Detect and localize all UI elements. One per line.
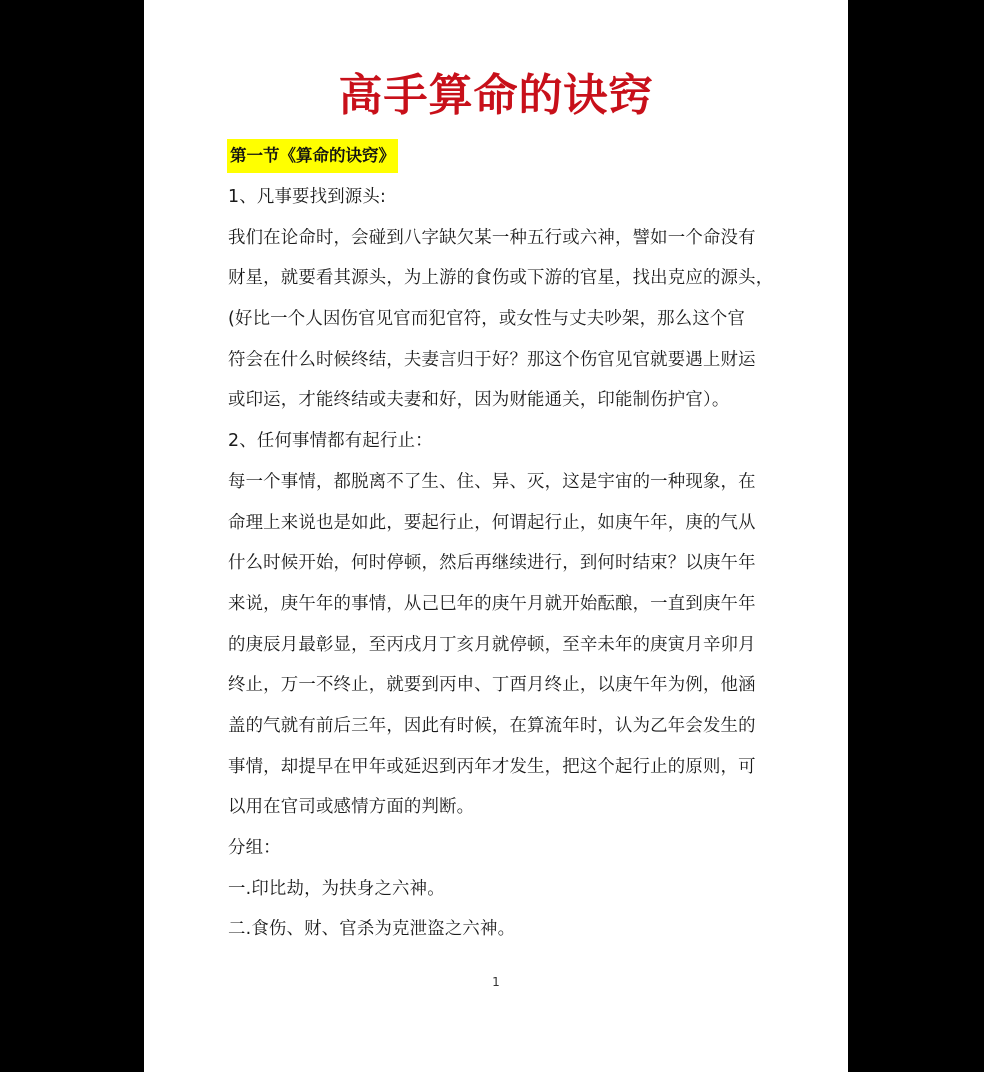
text-line: 二.食伤、财、官杀为克泄盗之六神。 xyxy=(228,919,516,940)
text-line: 我们在论命时，会碰到八字缺欠某一种五行或六神，譬如一个命没有 xyxy=(228,227,756,248)
text-line: 符会在什么时候终结，夫妻言归于好？那这个伤官见官就要遇上财运 xyxy=(228,349,756,370)
text-line: 或印运，才能终结或夫妻和好，因为财能通关，印能制伤护官）。 xyxy=(228,390,730,411)
text-line: 2、任何事情都有起行止： xyxy=(228,431,433,452)
text-line: 每一个事情，都脱离不了生、住、异、灭，这是宇宙的一种现象，在 xyxy=(228,471,756,492)
text-line: 盖的气就有前后三年，因此有时候，在算流年时，认为乙年会发生的 xyxy=(228,715,756,736)
text-line: 以用在官司或感情方面的判断。 xyxy=(228,797,475,818)
section-heading: 第一节《算命的诀窍》 xyxy=(227,139,398,173)
text-line: 什么时候开始，何时停顿，然后再继续进行，到何时结束？以庚午年 xyxy=(228,553,756,574)
text-line: 分组： xyxy=(228,838,281,858)
text-line: 一.印比劫，为扶身之六神。 xyxy=(228,878,445,899)
text-line: 命理上来说也是如此，要起行止，何谓起行止，如庚午年，庚的气从 xyxy=(228,512,756,533)
text-line: 事情，却提早在甲年或延迟到丙年才发生，把这个起行止的原则，可 xyxy=(228,756,756,777)
text-line: 财星，就要看其源头，为上游的食伤或下游的官星，找出克应的源头， xyxy=(228,268,774,289)
text-line: 的庚辰月最彰显，至丙戌月丁亥月就停顿，至辛未年的庚寅月辛卯月 xyxy=(228,634,756,655)
text-line: (好比一个人因伤官见官而犯官符，或女性与丈夫吵架，那么这个官 xyxy=(228,309,746,330)
document-body xyxy=(228,177,788,950)
text-line: 终止，万一不终止，就要到丙申、丁酉月终止，以庚午年为例，他涵 xyxy=(228,675,756,696)
document-page xyxy=(144,0,848,1072)
page-number: 1 xyxy=(492,975,500,989)
page-title: 高手算命的诀窍 xyxy=(338,70,654,121)
text-line: 1、凡事要找到源头: xyxy=(228,187,387,207)
text-line: 来说，庚午年的事情，从己巳年的庚午月就开始酝酿，一直到庚午年 xyxy=(228,593,756,614)
